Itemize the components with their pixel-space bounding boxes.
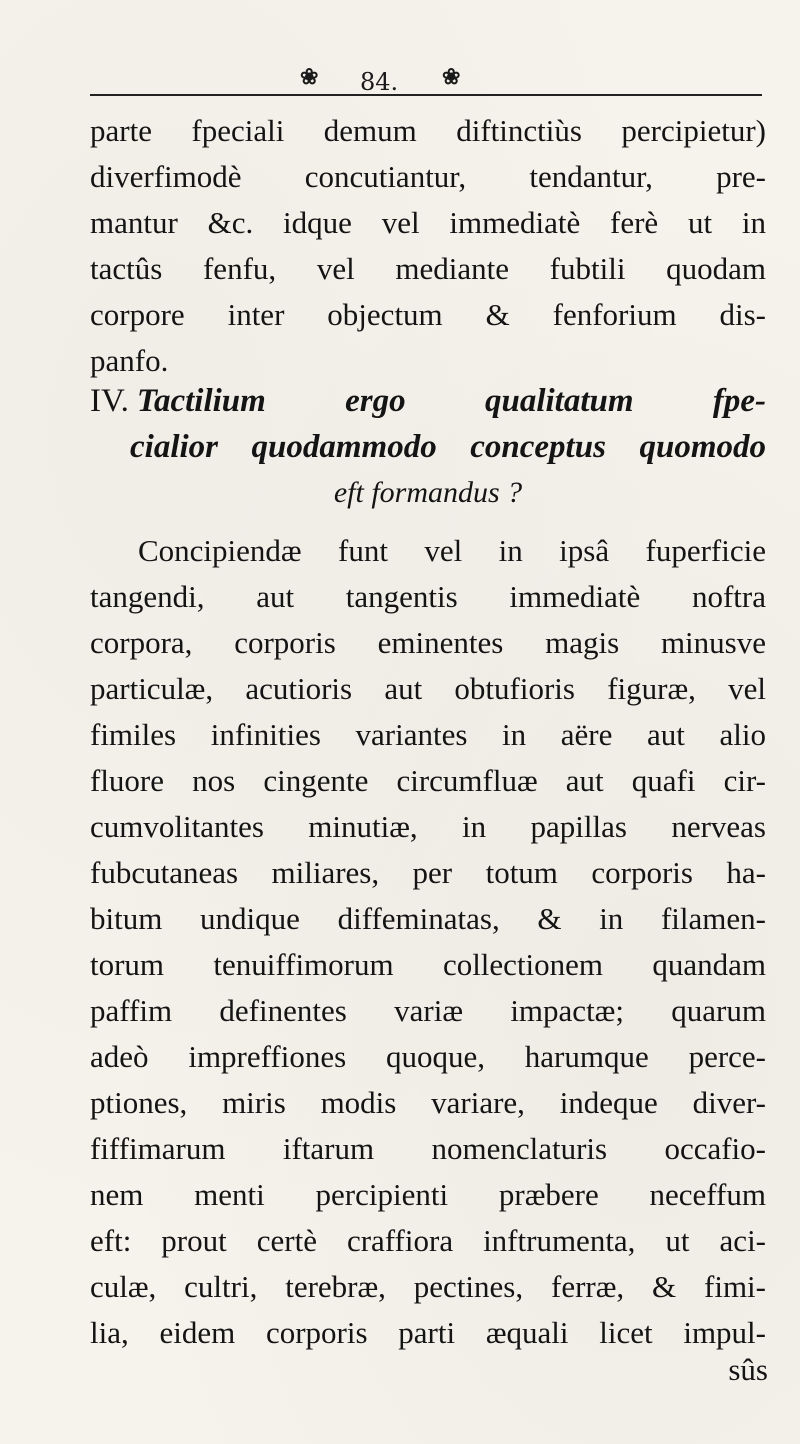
text-line: ptiones, miris modis variare, indeque diver- — [90, 1085, 766, 1120]
section-number: IV. — [90, 383, 129, 419]
heading-line-2: cialior quodammodo conceptus quomodo — [130, 429, 766, 465]
text-line: cumvolitantes minutiæ, in papillas nerveas — [90, 809, 766, 844]
text-line: particulæ, acutioris aut obtufioris figuræ, vel — [90, 671, 766, 706]
text-line: fluore nos cingente circumfluæ aut quafi cir- — [90, 763, 766, 798]
flower-ornament-icon: ❀ — [300, 64, 318, 90]
header-rule — [90, 94, 762, 96]
catchword: sûs — [728, 1352, 768, 1387]
text-line: torum tenuiffimorum collectionem quandam — [90, 947, 766, 982]
flower-ornament-icon: ❀ — [442, 64, 460, 90]
text-line: corpore inter objectum & fenforium dis- — [90, 297, 766, 332]
text-line: tactûs fenfu, vel mediante fubtili quodam — [90, 251, 766, 286]
text-line: bitum undique diffeminatas, & in filamen- — [90, 901, 766, 936]
paragraph-2 — [90, 528, 766, 1356]
section-heading — [90, 378, 766, 516]
paragraph-1 — [90, 108, 766, 384]
text-line: paffim definentes variæ impactæ; quarum — [90, 993, 766, 1028]
text-line: parte fpeciali demum diftinctiùs percipietur) — [90, 113, 766, 148]
text-line: fiffimarum iftarum nomenclaturis occafio- — [90, 1131, 766, 1166]
heading-line-3: eft formandus ? — [333, 476, 523, 509]
text-line: panfo. — [90, 343, 169, 378]
text-line: corpora, corporis eminentes magis minusve — [90, 625, 766, 660]
page-header — [90, 58, 762, 98]
text-line: adeò impreffiones quoque, harumque perce- — [90, 1039, 766, 1074]
text-line: Concipiendæ funt vel in ipsâ fuperficie — [138, 533, 766, 568]
text-line: lia, eidem corporis parti æquali licet impul- — [90, 1315, 766, 1350]
text-line: fubcutaneas miliares, per totum corporis ha- — [90, 855, 766, 890]
heading-text: Tactilium ergo qualitatum fpe- — [136, 383, 766, 419]
text-line: diverfimodè concutiantur, tendantur, pre- — [90, 159, 766, 194]
text-line: culæ, cultri, terebræ, pectines, ferræ, & fimi- — [90, 1269, 766, 1304]
text-line: eft: prout certè craffiora inftrumenta, ut aci- — [90, 1223, 766, 1258]
page-number: 84. — [360, 68, 399, 96]
text-line: nem menti percipienti præbere neceffum — [90, 1177, 766, 1212]
text-line: mantur &c. idque vel immediatè ferè ut in — [90, 205, 766, 240]
heading-line-1 — [90, 378, 766, 424]
text-line: tangendi, aut tangentis immediatè noftra — [90, 579, 766, 614]
text-line: fimiles infinities variantes in aëre aut alio — [90, 717, 766, 752]
